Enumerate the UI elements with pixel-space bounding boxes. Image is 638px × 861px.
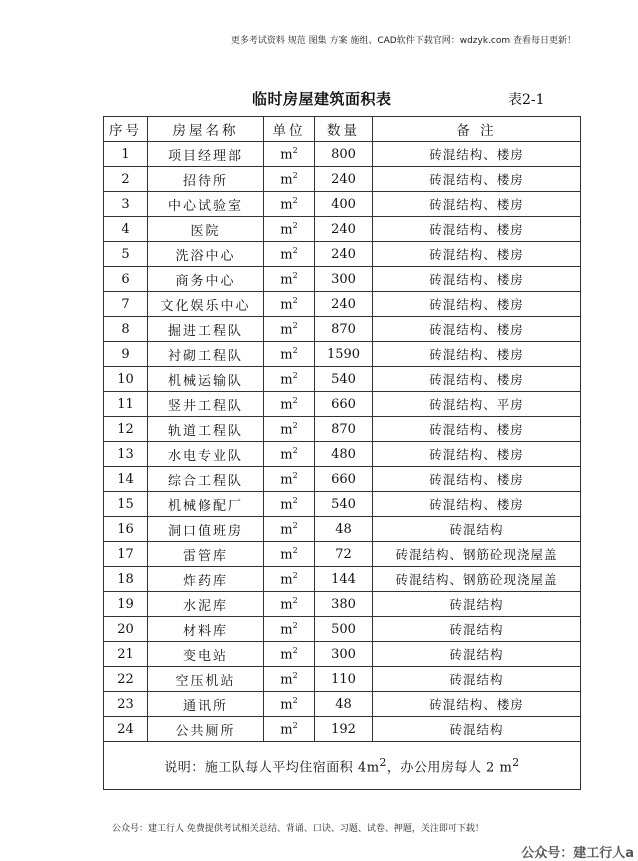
unit-cell xyxy=(264,517,315,542)
unit-exponent: 2 xyxy=(292,570,298,580)
quantity: 240 xyxy=(315,167,373,192)
unit-base: m xyxy=(280,197,293,213)
unit-base: m xyxy=(280,472,293,488)
table-row xyxy=(104,692,581,717)
row-number: 5 xyxy=(104,242,148,267)
unit-exponent: 2 xyxy=(292,620,298,630)
quantity: 500 xyxy=(315,617,373,642)
footnote-row xyxy=(104,742,581,790)
unit-cell xyxy=(264,192,315,217)
unit-exponent: 2 xyxy=(292,670,298,680)
unit-base: m xyxy=(280,397,293,413)
row-number: 19 xyxy=(104,592,148,617)
unit-cell xyxy=(264,167,315,192)
quantity: 870 xyxy=(315,417,373,442)
building-name: 文化娱乐中心 xyxy=(148,292,264,317)
table-row xyxy=(104,417,581,442)
unit-cell xyxy=(264,617,315,642)
row-number: 20 xyxy=(104,617,148,642)
remark: 砖混结构、楼房 xyxy=(373,367,581,392)
remark: 砖混结构、楼房 xyxy=(373,467,581,492)
footnote-cell xyxy=(104,742,581,790)
unit-cell xyxy=(264,317,315,342)
remark: 砖混结构、楼房 xyxy=(373,442,581,467)
unit-cell xyxy=(264,542,315,567)
quantity: 800 xyxy=(315,142,373,167)
unit-cell xyxy=(264,717,315,742)
remark: 砖混结构 xyxy=(373,717,581,742)
table-title: 临时房屋建筑面积表 xyxy=(252,90,392,108)
unit-exponent: 2 xyxy=(292,595,298,605)
building-name: 综合工程队 xyxy=(148,467,264,492)
unit-cell xyxy=(264,217,315,242)
quantity: 240 xyxy=(315,217,373,242)
unit-base: m xyxy=(280,522,293,538)
column-header: 单位 xyxy=(264,117,315,142)
table-row xyxy=(104,242,581,267)
unit-cell xyxy=(264,342,315,367)
column-header: 数量 xyxy=(315,117,373,142)
row-number: 24 xyxy=(104,717,148,742)
unit-base: m xyxy=(280,272,293,288)
quantity: 300 xyxy=(315,642,373,667)
building-name: 炸药库 xyxy=(148,567,264,592)
remark: 砖混结构、楼房 xyxy=(373,192,581,217)
row-number: 12 xyxy=(104,417,148,442)
table-row xyxy=(104,367,581,392)
row-number: 2 xyxy=(104,167,148,192)
unit-cell xyxy=(264,292,315,317)
row-number: 3 xyxy=(104,192,148,217)
building-name: 材料库 xyxy=(148,617,264,642)
unit-exponent: 2 xyxy=(292,270,298,280)
remark: 砖混结构、钢筋砼现浇屋盖 xyxy=(373,567,581,592)
remark: 砖混结构、楼房 xyxy=(373,342,581,367)
row-number: 10 xyxy=(104,367,148,392)
unit-exponent: 2 xyxy=(292,170,298,180)
unit-cell xyxy=(264,567,315,592)
unit-cell xyxy=(264,367,315,392)
row-number: 21 xyxy=(104,642,148,667)
quantity: 380 xyxy=(315,592,373,617)
unit-base: m xyxy=(280,597,293,613)
quantity: 240 xyxy=(315,292,373,317)
row-number: 9 xyxy=(104,342,148,367)
row-number: 1 xyxy=(104,142,148,167)
row-number: 8 xyxy=(104,317,148,342)
unit-cell xyxy=(264,642,315,667)
unit-base: m xyxy=(280,297,293,313)
quantity: 660 xyxy=(315,392,373,417)
remark: 砖混结构、楼房 xyxy=(373,167,581,192)
row-number: 17 xyxy=(104,542,148,567)
unit-base: m xyxy=(280,172,293,188)
table-row xyxy=(104,517,581,542)
building-name: 项目经理部 xyxy=(148,142,264,167)
remark: 砖混结构 xyxy=(373,642,581,667)
unit-exponent: 2 xyxy=(292,645,298,655)
unit-cell xyxy=(264,417,315,442)
unit-exponent: 2 xyxy=(292,320,298,330)
quantity: 110 xyxy=(315,667,373,692)
footnote-exp-2: 2 xyxy=(512,755,520,769)
footnote-text-2: ，办公用房每人 2 m xyxy=(386,760,513,776)
row-number: 15 xyxy=(104,492,148,517)
unit-exponent: 2 xyxy=(292,295,298,305)
building-name: 掘进工程队 xyxy=(148,317,264,342)
row-number: 7 xyxy=(104,292,148,317)
column-header: 备 注 xyxy=(373,117,581,142)
footnote-exp-1: 2 xyxy=(379,755,387,769)
unit-base: m xyxy=(280,322,293,338)
unit-cell xyxy=(264,142,315,167)
quantity: 540 xyxy=(315,367,373,392)
quantity: 48 xyxy=(315,517,373,542)
quantity: 870 xyxy=(315,317,373,342)
quantity: 72 xyxy=(315,542,373,567)
building-name: 变电站 xyxy=(148,642,264,667)
footnote-text-1: 说明：施工队每人平均住宿面积 4m xyxy=(164,760,380,776)
table-row xyxy=(104,392,581,417)
unit-cell xyxy=(264,442,315,467)
building-name: 商务中心 xyxy=(148,267,264,292)
unit-cell xyxy=(264,267,315,292)
quantity: 1590 xyxy=(315,342,373,367)
remark: 砖混结构 xyxy=(373,592,581,617)
unit-exponent: 2 xyxy=(292,395,298,405)
unit-base: m xyxy=(280,547,293,563)
table-row xyxy=(104,317,581,342)
table-row xyxy=(104,167,581,192)
unit-exponent: 2 xyxy=(292,545,298,555)
remark: 砖混结构 xyxy=(373,617,581,642)
table-row xyxy=(104,667,581,692)
row-number: 23 xyxy=(104,692,148,717)
table-row xyxy=(104,642,581,667)
row-number: 13 xyxy=(104,442,148,467)
unit-base: m xyxy=(280,347,293,363)
building-name: 衬砌工程队 xyxy=(148,342,264,367)
unit-cell xyxy=(264,592,315,617)
row-number: 6 xyxy=(104,267,148,292)
unit-cell xyxy=(264,692,315,717)
remark: 砖混结构 xyxy=(373,517,581,542)
remark: 砖混结构、楼房 xyxy=(373,492,581,517)
unit-base: m xyxy=(280,222,293,238)
remark: 砖混结构、楼房 xyxy=(373,142,581,167)
building-name: 洗浴中心 xyxy=(148,242,264,267)
remark: 砖混结构、楼房 xyxy=(373,217,581,242)
unit-cell xyxy=(264,242,315,267)
unit-base: m xyxy=(280,372,293,388)
unit-exponent: 2 xyxy=(292,495,298,505)
quantity: 48 xyxy=(315,692,373,717)
table-row xyxy=(104,192,581,217)
quantity: 540 xyxy=(315,492,373,517)
unit-exponent: 2 xyxy=(292,445,298,455)
building-name: 竖井工程队 xyxy=(148,392,264,417)
unit-base: m xyxy=(280,697,293,713)
row-number: 16 xyxy=(104,517,148,542)
table-row xyxy=(104,342,581,367)
unit-exponent: 2 xyxy=(292,345,298,355)
remark: 砖混结构、钢筋砼现浇屋盖 xyxy=(373,542,581,567)
unit-cell xyxy=(264,492,315,517)
unit-base: m xyxy=(280,672,293,688)
remark: 砖混结构、楼房 xyxy=(373,242,581,267)
unit-base: m xyxy=(280,422,293,438)
quantity: 192 xyxy=(315,717,373,742)
building-name: 轨道工程队 xyxy=(148,417,264,442)
unit-exponent: 2 xyxy=(292,145,298,155)
table-row xyxy=(104,442,581,467)
unit-cell xyxy=(264,667,315,692)
table-row xyxy=(104,217,581,242)
unit-exponent: 2 xyxy=(292,245,298,255)
table-row xyxy=(104,467,581,492)
unit-exponent: 2 xyxy=(292,695,298,705)
unit-exponent: 2 xyxy=(292,470,298,480)
unit-exponent: 2 xyxy=(292,420,298,430)
building-name: 招待所 xyxy=(148,167,264,192)
table-row xyxy=(104,717,581,742)
row-number: 11 xyxy=(104,392,148,417)
table-row xyxy=(104,142,581,167)
remark: 砖混结构、楼房 xyxy=(373,692,581,717)
unit-base: m xyxy=(280,447,293,463)
quantity: 400 xyxy=(315,192,373,217)
quantity: 144 xyxy=(315,567,373,592)
table-row xyxy=(104,542,581,567)
quantity: 240 xyxy=(315,242,373,267)
unit-exponent: 2 xyxy=(292,370,298,380)
title-row xyxy=(0,88,638,110)
table-row xyxy=(104,292,581,317)
remark: 砖混结构、楼房 xyxy=(373,417,581,442)
remark: 砖混结构、楼房 xyxy=(373,292,581,317)
table-row xyxy=(104,267,581,292)
building-name: 机械运输队 xyxy=(148,367,264,392)
column-header: 房屋名称 xyxy=(148,117,264,142)
watermark: 公众号：建工行人a xyxy=(521,846,634,861)
building-name: 通讯所 xyxy=(148,692,264,717)
column-header: 序号 xyxy=(104,117,148,142)
row-number: 22 xyxy=(104,667,148,692)
remark: 砖混结构、楼房 xyxy=(373,317,581,342)
table-body xyxy=(104,142,581,742)
building-name: 水电专业队 xyxy=(148,442,264,467)
unit-base: m xyxy=(280,722,293,738)
row-number: 4 xyxy=(104,217,148,242)
unit-exponent: 2 xyxy=(292,520,298,530)
table-row xyxy=(104,492,581,517)
unit-base: m xyxy=(280,572,293,588)
building-name: 公共厕所 xyxy=(148,717,264,742)
table-row xyxy=(104,617,581,642)
table-number: 表2-1 xyxy=(508,92,545,108)
building-name: 水泥库 xyxy=(148,592,264,617)
unit-base: m xyxy=(280,497,293,513)
top-banner: 更多考试资料 规范 图集 方案 施组、CAD软件下载官网：wdzyk.com 查看每日更新！ xyxy=(230,36,576,46)
building-area-table xyxy=(103,116,581,790)
table-row xyxy=(104,567,581,592)
quantity: 660 xyxy=(315,467,373,492)
quantity: 300 xyxy=(315,267,373,292)
row-number: 18 xyxy=(104,567,148,592)
remark: 砖混结构、楼房 xyxy=(373,267,581,292)
unit-exponent: 2 xyxy=(292,720,298,730)
unit-cell xyxy=(264,467,315,492)
remark: 砖混结构 xyxy=(373,667,581,692)
unit-base: m xyxy=(280,247,293,263)
building-name: 洞口值班房 xyxy=(148,517,264,542)
building-name: 医院 xyxy=(148,217,264,242)
unit-base: m xyxy=(280,647,293,663)
quantity: 480 xyxy=(315,442,373,467)
building-name: 机械修配厂 xyxy=(148,492,264,517)
building-name: 空压机站 xyxy=(148,667,264,692)
table-row xyxy=(104,592,581,617)
building-name: 雷管库 xyxy=(148,542,264,567)
unit-exponent: 2 xyxy=(292,220,298,230)
bottom-note: 公众号：建工行人 免费提供考试相关总结、背诵、口诀、习题、试卷、押题，关注即可下载！ xyxy=(112,824,484,834)
unit-exponent: 2 xyxy=(292,195,298,205)
unit-base: m xyxy=(280,147,293,163)
building-name: 中心试验室 xyxy=(148,192,264,217)
remark: 砖混结构、平房 xyxy=(373,392,581,417)
table-header-row xyxy=(104,117,581,142)
unit-base: m xyxy=(280,622,293,638)
unit-cell xyxy=(264,392,315,417)
row-number: 14 xyxy=(104,467,148,492)
